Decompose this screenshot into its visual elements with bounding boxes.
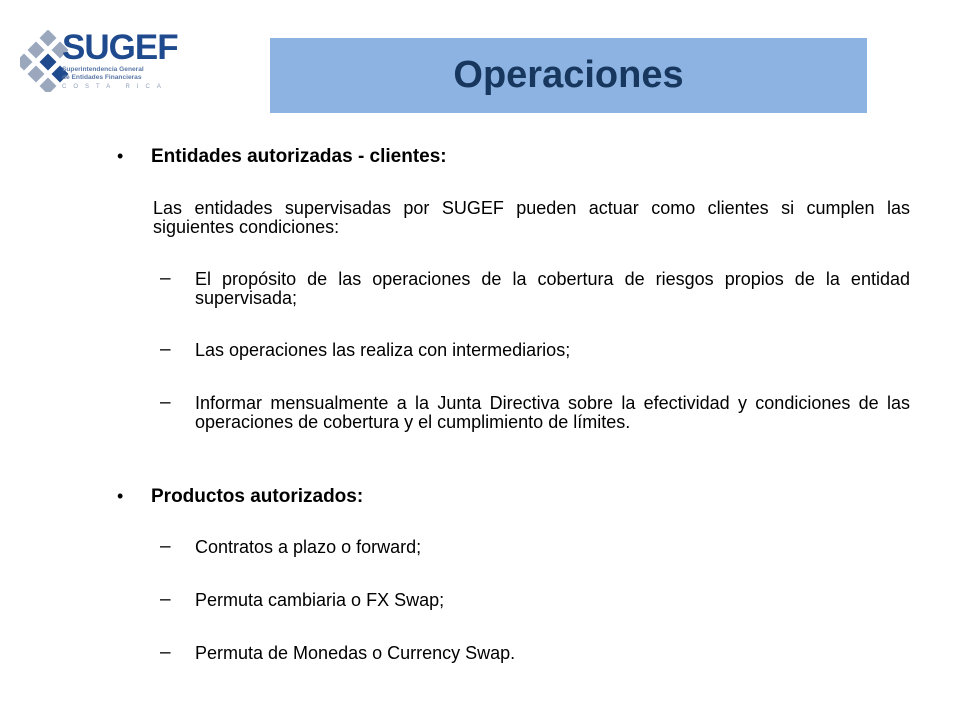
logo-wordmark: SUGEF	[62, 28, 178, 67]
list-item: El propósito de las operaciones de la cobertura de riesgos propios de la entidad supervisada;	[195, 269, 910, 308]
dash-marker: –	[160, 392, 171, 413]
list-item: Permuta cambiaria o FX Swap;	[195, 590, 445, 610]
page-title: Operaciones	[453, 54, 684, 96]
bullet-marker: •	[117, 146, 124, 166]
logo-country: COSTA RICA	[62, 84, 168, 90]
list-item: Permuta de Monedas o Currency Swap.	[195, 643, 516, 663]
logo-subtitle-line-2: de Entidades Financieras	[62, 73, 142, 81]
bullet-marker: •	[117, 486, 124, 506]
dash-marker: –	[160, 642, 171, 663]
list-item: Contratos a plazo o forward;	[195, 537, 422, 557]
dash-marker: –	[160, 536, 171, 557]
logo-subtitle-line-1: Superintendencia General	[62, 66, 144, 73]
section-heading-clientes: Entidades autorizadas - clientes:	[151, 146, 447, 167]
dash-marker: –	[160, 268, 171, 289]
dash-marker: –	[160, 339, 171, 360]
list-item: Informar mensualmente a la Junta Directiva sobre la efectividad y condiciones de las operaciones de cobertura y el cumplimiento de límites.	[195, 393, 910, 432]
section-heading-productos: Productos autorizados:	[151, 486, 364, 507]
list-item: Las operaciones las realiza con intermediarios;	[195, 340, 571, 360]
section-paragraph: Las entidades supervisadas por SUGEF pueden actuar como clientes si cumplen las siguientes condiciones:	[153, 198, 910, 237]
dash-marker: –	[160, 589, 171, 610]
